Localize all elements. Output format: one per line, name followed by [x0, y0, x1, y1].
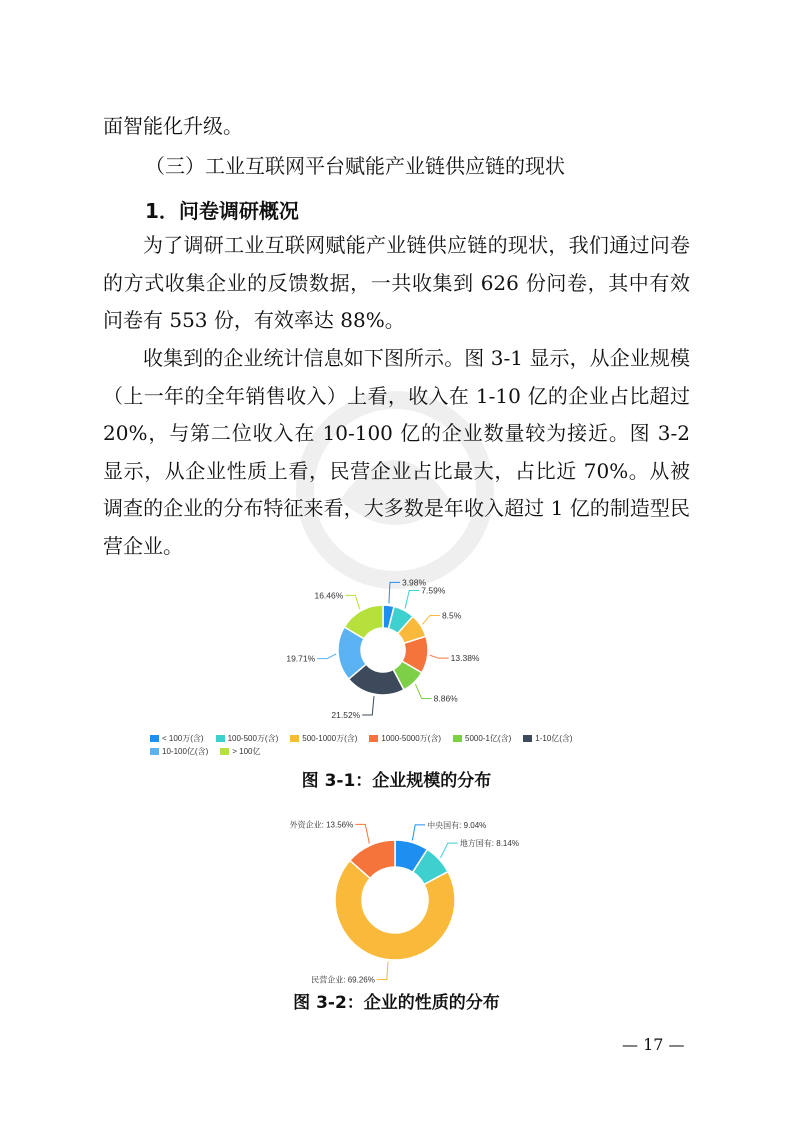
legend-swatch-3: [369, 735, 378, 742]
data-label-0: 3.98%: [401, 577, 427, 588]
data-label-0: 中央国有: 9.04%: [427, 820, 487, 830]
legend-swatch-1: [216, 735, 225, 742]
legend-swatch-0: [150, 735, 159, 742]
figure-caption-1: 图 3-1：企业规模的分布: [301, 771, 492, 791]
page-number: — 17 —: [622, 1035, 685, 1054]
figure-caption-2: 图 3-2：企业的性质的分布: [293, 993, 500, 1013]
leader-line-0: [412, 825, 425, 841]
leader-line-2: [377, 962, 388, 980]
chart1-legend: [150, 732, 630, 758]
legend-swatch-2: [290, 735, 299, 742]
leader-line-3: [430, 655, 449, 658]
legend-swatch-7: [220, 748, 229, 755]
legend-swatch-5: [523, 735, 532, 742]
leader-line-0: [389, 582, 400, 603]
paragraph-2: 收集到的企业统计信息如下图所示。图 3-1 显示，从企业规模（上一年的全年销售收入）上看，收入在 1-10 亿的企业占比超过 20%，与第二位收入在 10-100 亿的企业数量较为接近。图 3-2 显示，从企业性质上看，民营企业占比最大，占比近 70%。从被调查的企业的分布特征来看，大多数是年收入超过 1 亿的制造型民营企业。: [103, 346, 690, 558]
legend-item-5: [523, 732, 572, 745]
paragraph-1: 为了调研工业互联网赋能产业链供应链的现状，我们通过问卷的方式收集企业的反馈数据，一共收集到 626 份问卷，其中有效问卷有 553 份，有效率达 88%。: [103, 233, 690, 332]
legend-label-4: 5000-1亿(含): [465, 734, 512, 743]
leader-line-1: [440, 843, 457, 858]
leader-line-1: [405, 591, 419, 609]
data-label-5: 21.52%: [331, 709, 361, 720]
legend-item-2: [290, 732, 357, 745]
legend-label-0: < 100万(含): [162, 734, 204, 743]
data-label-7: 16.46%: [314, 590, 344, 601]
leader-line-6: [317, 654, 336, 659]
legend-item-4: [453, 732, 511, 745]
subsection-title: 1．问卷调研概况: [145, 199, 299, 223]
leader-line-3: [355, 824, 369, 843]
legend-swatch-6: [150, 748, 159, 755]
legend-item-3: [369, 732, 441, 745]
legend-item-0: [150, 732, 204, 745]
legend-item-7: [220, 745, 260, 758]
leader-line-5: [362, 696, 374, 715]
legend-item-6: [150, 745, 208, 758]
legend-item-1: [216, 732, 279, 745]
legend-label-6: 10-100亿(含): [162, 747, 209, 756]
data-label-1: 地方国有: 8.14%: [459, 839, 519, 849]
data-label-2: 民营企业: 69.26%: [311, 975, 375, 985]
leader-line-2: [422, 615, 440, 624]
leader-line-7: [345, 595, 359, 609]
data-label-3: 外资企业: 13.56%: [289, 820, 354, 830]
data-label-1: 7.59%: [421, 585, 446, 596]
legend-label-7: > 100亿: [232, 747, 261, 756]
legend-label-2: 500-1000万(含): [302, 734, 358, 743]
legend-label-3: 1000-5000万(含): [381, 734, 441, 743]
legend-swatch-4: [453, 735, 462, 742]
legend-label-1: 100-500万(含): [227, 734, 279, 743]
chart-enterprise-nature: [250, 800, 580, 985]
leader-line-4: [415, 684, 431, 699]
data-label-4: 8.86%: [433, 693, 458, 704]
text-line-top: 面智能化升级。: [103, 114, 243, 138]
data-label-2: 8.5%: [441, 610, 462, 621]
section-title: （三）工业互联网平台赋能产业链供应链的现状: [145, 154, 565, 178]
legend-label-5: 1-10亿(含): [535, 734, 573, 743]
data-label-6: 19.71%: [286, 653, 316, 664]
chart-enterprise-scale: [250, 575, 550, 725]
data-label-3: 13.38%: [450, 653, 480, 664]
